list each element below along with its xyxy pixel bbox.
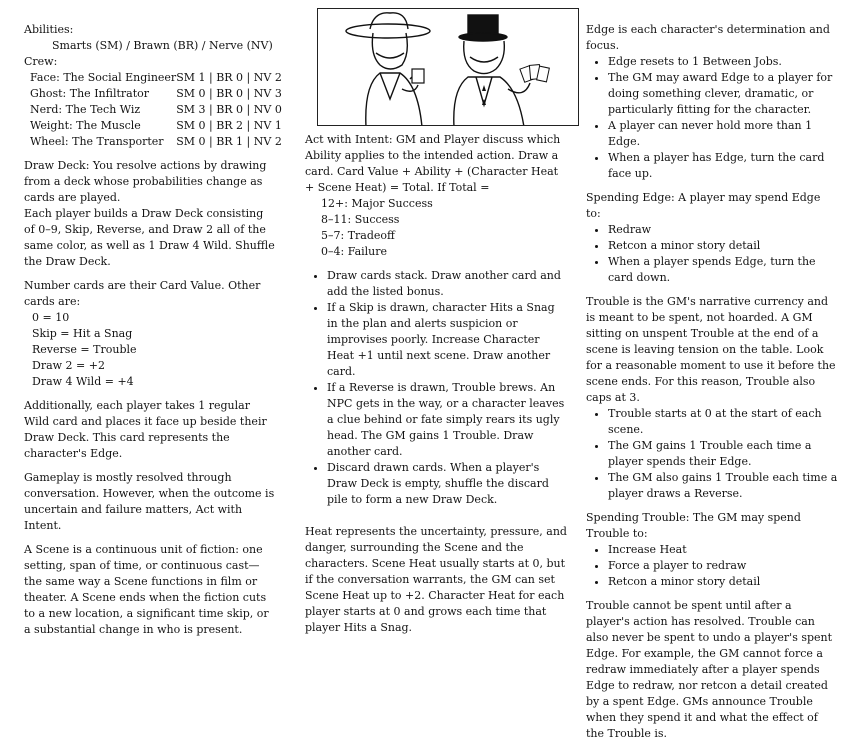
spending-trouble-heading: Spending Trouble: The GM may spend Trouble to: [586,511,801,540]
edge-rules-list [586,54,838,182]
edge-intro-paragraph: Edge is each character's determination and focus. [586,23,830,52]
crew-role: Nerd: The Tech Wiz [30,103,141,116]
crew-stats: SM 0 | BR 2 | NV 1 [176,119,282,132]
crew-row [30,70,282,86]
crew-role: Ghost: The Infiltrator [30,87,150,100]
trouble-rule-item: • The GM also gains 1 Trouble each time a player draws a Reverse. [608,470,838,502]
illustration-drawing [318,9,579,126]
crew-stats: SM 3 | BR 0 | NV 0 [176,103,282,116]
crew-role: Face: The Social Engineer [30,71,177,84]
draw-deck-paragraph: Draw Deck: You resolve actions by drawing from a deck whose probabilities change as cards are played. [24,159,267,204]
draw-rule-item: • Discard drawn cards. When a player's Draw Deck is empty, shuffle the discard pile to form a new Draw Deck. [327,460,567,508]
draw-rule-item: • If a Skip is drawn, character Hits a Snag in the plan and alerts suspicion or improvises poorly. Increase Character Heat +1 until next scene. Draw another card. [327,300,567,380]
spending-trouble-item: • Retcon a minor story detail [608,574,838,590]
illustration-card-players [317,8,579,126]
spending-edge-list [586,222,838,286]
trouble-rule-item: • The GM gains 1 Trouble each time a player spends their Edge. [608,438,838,470]
crew-stats: SM 1 | BR 0 | NV 2 [176,71,282,84]
crew-row [30,102,282,118]
trouble-rules-paragraph: Trouble cannot be spent until after a player's action has resolved. Trouble can also never be spent to undo a player's spent Edge. For example, the GM cannot force a redraw immediately after a player spends Edge to redraw, nor retcon a detail created by a spent Edge. GMs announce Trouble when they spend it and what the effect of the Trouble is. [586,599,833,740]
crew-row [30,134,282,150]
result-item: 8–11: Success [321,213,400,226]
results-list [305,196,567,260]
card-value-item: Draw 2 = +2 [32,359,105,372]
card-value-item: Draw 4 Wild = +4 [32,375,134,388]
scene-paragraph: A Scene is a continuous unit of fiction: one setting, span of time, or continuous cast— the same way a Scene functions in film or theater. A Scene ends when the fiction cuts to a new location, a significant time skip, or a substantial change in who is present. [24,543,269,636]
heat-paragraph: Heat represents the uncertainty, pressure, and danger, surrounding the Scene and the characters. Scene Heat usually starts at 0, but if the conversation warrants, the GM can set Scene Heat up to +2. Character Heat for each player starts at 0 and grows each time that player Hits a Snag. [305,525,567,634]
draw-rule-item: • If a Reverse is drawn, Trouble brews. An NPC gets in the way, or a character leaves a clue behind or fate simply rears its ugly head. The GM gains 1 Trouble. Draw another card. [327,380,567,460]
card-value-item: 0 = 10 [32,311,70,324]
edge-rule-item: • When a player has Edge, turn the card face up. [608,150,838,182]
edge-rule-item: • The GM may award Edge to a player for doing something clever, dramatic, or particularly fitting for the character. [608,70,838,118]
result-item: 0–4: Failure [321,245,388,258]
trouble-rules-list [586,406,838,502]
crew-role: Weight: The Muscle [30,119,141,132]
crew-table [30,70,282,150]
card-value-item: Reverse = Trouble [32,343,137,356]
card-values-list [24,310,276,390]
column-right [586,22,838,742]
result-item: 5–7: Tradeoff [321,229,395,242]
wild-card-paragraph: Additionally, each player takes 1 regular Wild card and places it face up beside their Draw Deck. This card represents the character's Edge. [24,399,267,460]
card-value-item: Skip = Hit a Snag [32,327,133,340]
trouble-rule-item: • Trouble starts at 0 at the start of each scene. [608,406,838,438]
crew-stats: SM 0 | BR 0 | NV 3 [176,87,282,100]
crew-stats: SM 0 | BR 1 | NV 2 [176,135,282,148]
crew-row [30,118,282,134]
crew-label: Crew: [24,55,58,68]
draw-deck-build-paragraph: Each player builds a Draw Deck consisting of 0–9, Skip, Reverse, and Draw 2 all of the same color, as well as 1 Draw 4 Wild. Shuffle the Draw Deck. [24,207,275,268]
abilities-label: Abilities: [24,23,74,36]
trouble-intro-paragraph: Trouble is the GM's narrative currency and is meant to be spent, not hoarded. A GM sitting on unspent Trouble at the end of a scene is leaving tension on the table. Look for a reasonable moment to use it before the scene ends. For this reason, Trouble also caps at 3. [586,295,836,404]
column-middle [305,8,567,644]
spending-edge-item: • Redraw [608,222,838,238]
edge-rule-item: • Edge resets to 1 Between Jobs. [608,54,838,70]
crew-row [30,86,282,102]
abilities-line: Smarts (SM) / Brawn (BR) / Nerve (NV) [52,39,273,52]
gameplay-paragraph: Gameplay is mostly resolved through conversation. However, when the outcome is uncertain and failure matters, Act with Intent. [24,471,275,532]
result-item: 12+: Major Success [321,197,433,210]
spending-edge-item: • Retcon a minor story detail [608,238,838,254]
crew-role: Wheel: The Transporter [30,135,164,148]
spending-trouble-item: • Increase Heat [608,542,838,558]
draw-rule-item: • Draw cards stack. Draw another card and add the listed bonus. [327,268,567,300]
draw-rules-list [305,268,567,508]
column-left [24,22,282,646]
edge-rule-item: • A player can never hold more than 1 Edge. [608,118,838,150]
spending-edge-heading: Spending Edge: A player may spend Edge to: [586,191,821,220]
number-cards-paragraph: Number cards are their Card Value. Other cards are: [24,279,261,308]
spending-trouble-item: • Force a player to redraw [608,558,838,574]
act-with-intent-paragraph: Act with Intent: GM and Player discuss which Ability applies to the intended action. Draw a card. Card Value + Ability + (Character Heat + Scene Heat) = Total. If Total = [305,133,561,194]
spending-edge-item: • When a player spends Edge, turn the card down. [608,254,838,286]
spending-trouble-list [586,542,838,590]
